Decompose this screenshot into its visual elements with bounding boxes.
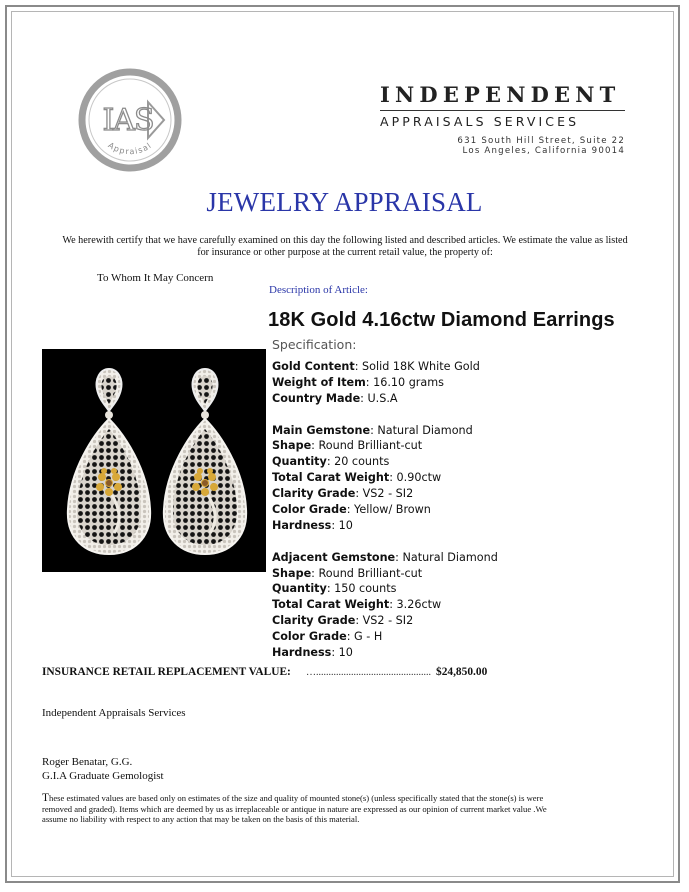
spec-main-color: Color Grade: Yellow/ Brown bbox=[272, 503, 431, 517]
spec-weight: Weight of Item: 16.10 grams bbox=[272, 375, 444, 389]
spec-main-clarity: Clarity Grade: VS2 - SI2 bbox=[272, 487, 414, 501]
document-title: JEWELRY APPRAISAL bbox=[206, 187, 483, 217]
spec-gold-content: Gold Content: Solid 18K White Gold bbox=[272, 360, 480, 373]
company-name: INDEPENDENT bbox=[380, 82, 621, 107]
signature-company: Independent Appraisals Services bbox=[42, 707, 186, 719]
signature-title: G.I.A Graduate Gemologist bbox=[42, 770, 164, 782]
spec-adjacent-carat: Total Carat Weight: 3.26ctw bbox=[272, 598, 442, 612]
recipient: To Whom It May Concern bbox=[97, 272, 214, 284]
spec-country: Country Made: U.S.A bbox=[272, 391, 398, 405]
disclaimer-text: hese estimated values are based only on estimates of the size and quality of mounted stone(s) (unless specifically stated that the stone(s) is were removed and graded). Items which are deemed by us as irreplaceable or antique in nature are expressed as our opinion of current market value .We assume no liability with respect to any action that may be taken on the basis of this material. bbox=[42, 793, 547, 825]
address-line-2: Los Angeles, California 90014 bbox=[462, 146, 625, 156]
spec-adjacent-hardness: Hardness: 10 bbox=[272, 646, 353, 660]
logo-ring-text: Appraisal bbox=[106, 140, 154, 157]
description-label: Description of Article: bbox=[269, 284, 368, 296]
spec-main-quantity: Quantity: 20 counts bbox=[272, 455, 390, 469]
left-earring bbox=[68, 369, 150, 554]
spec-spacer bbox=[272, 407, 498, 423]
spec-spacer bbox=[272, 534, 498, 550]
company-subname: APPRAISALS SERVICES bbox=[380, 114, 580, 129]
ias-logo bbox=[78, 68, 182, 172]
signature-name: Roger Benatar, G.G. bbox=[42, 756, 133, 768]
specification-label: Specification: bbox=[272, 337, 357, 352]
earrings-photo bbox=[42, 349, 266, 572]
spec-adjacent-gemstone: Adjacent Gemstone: Natural Diamond bbox=[272, 550, 498, 564]
spec-adjacent-clarity: Clarity Grade: VS2 - SI2 bbox=[272, 614, 414, 628]
spec-main-hardness: Hardness: 10 bbox=[272, 518, 353, 532]
spec-main-shape: Shape: Round Brilliant-cut bbox=[272, 439, 423, 453]
logo-monogram: IAS bbox=[102, 103, 154, 138]
item-title: 18K Gold 4.16ctw Diamond Earrings bbox=[268, 309, 615, 331]
address-line-1: 631 South Hill Street, Suite 22 bbox=[457, 136, 625, 146]
spec-adjacent-quantity: Quantity: 150 counts bbox=[272, 582, 397, 596]
disclaimer-initial: T bbox=[42, 792, 50, 804]
certification-text: We herewith certify that we have carefully examined on this day the following listed and described articles. We estimate the value as listed for insurance or other purpose at the current retail value, the property of: bbox=[62, 235, 628, 258]
spec-main-carat: Total Carat Weight: 0.90ctw bbox=[272, 471, 442, 485]
right-earring bbox=[164, 369, 246, 554]
spec-adjacent-shape: Shape: Round Brilliant-cut bbox=[272, 566, 423, 580]
specifications bbox=[272, 359, 498, 661]
company-header bbox=[380, 82, 625, 129]
spec-adjacent-color: Color Grade: G - H bbox=[272, 630, 383, 644]
insurance-leader: ….............................................. bbox=[306, 667, 431, 678]
insurance-value: $24,850.00 bbox=[436, 666, 488, 678]
company-divider bbox=[380, 110, 625, 111]
spec-main-gemstone: Main Gemstone: Natural Diamond bbox=[272, 423, 473, 437]
insurance-label: INSURANCE RETAIL REPLACEMENT VALUE: bbox=[42, 666, 291, 678]
disclaimer bbox=[42, 793, 562, 825]
